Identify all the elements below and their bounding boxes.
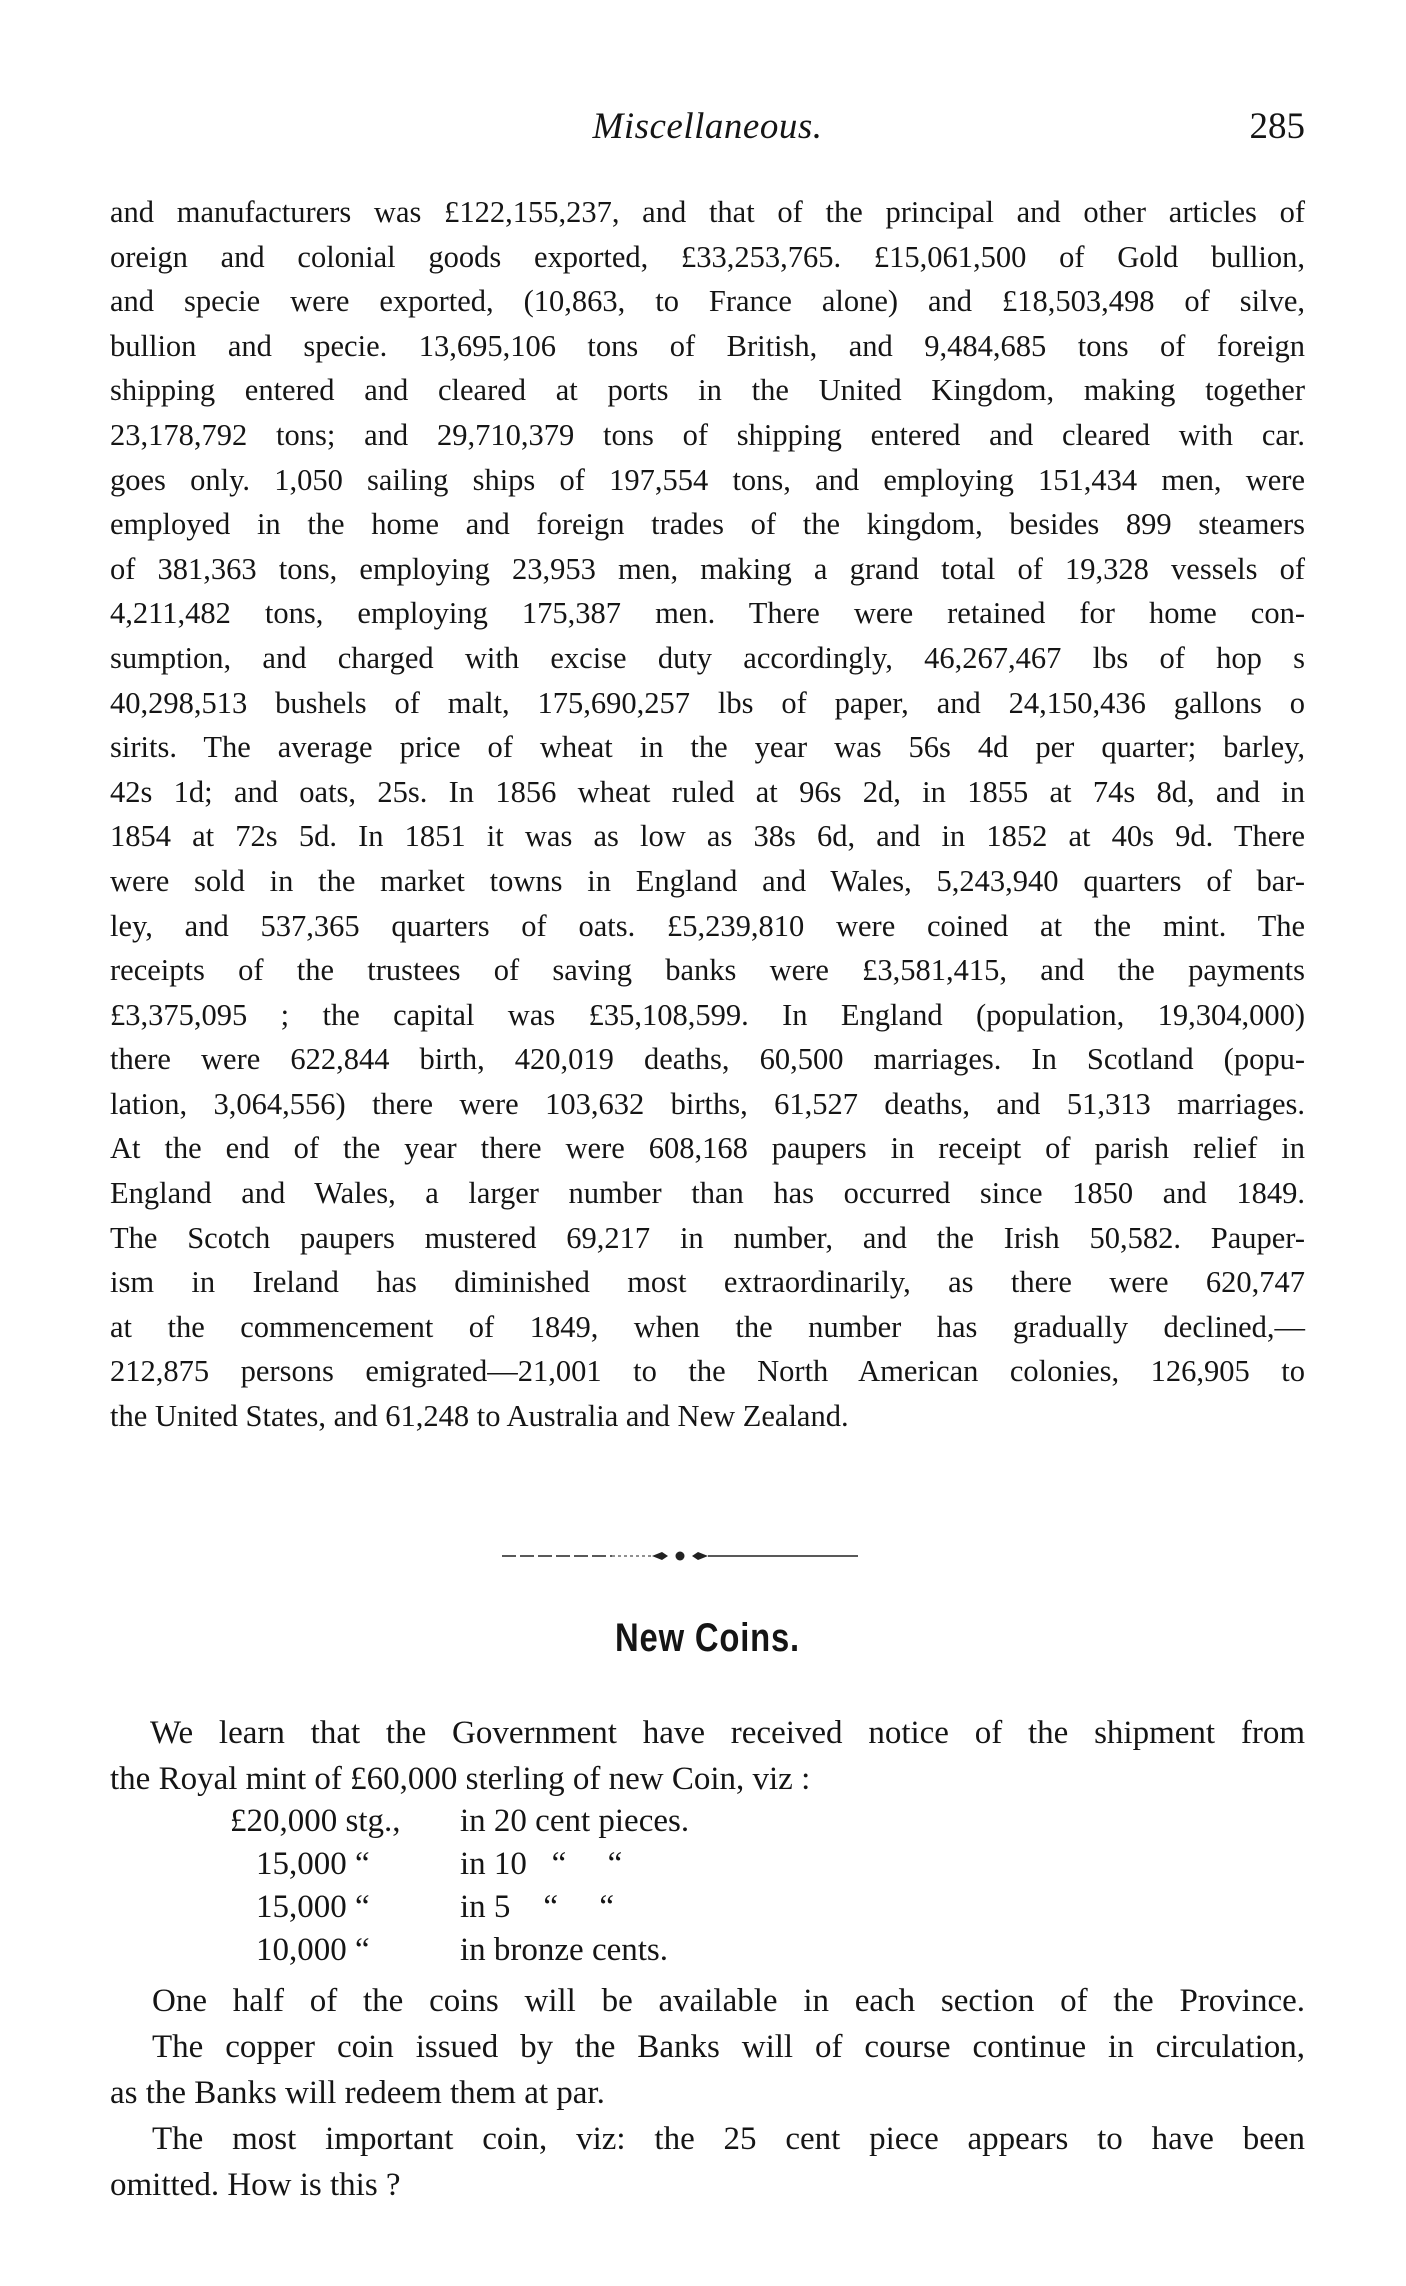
text-line: receipts of the trustees of saving banks were £3,581,415, and the payments — [110, 953, 1305, 988]
text-line: 42s 1d; and oats, 25s. In 1856 wheat ruled at 96s 2d, in 1855 at 74s 8d, and in — [110, 774, 1305, 809]
page-number: 285 — [1249, 106, 1305, 147]
text-line: At the end of the year there were 608,168 paupers in receipt of parish relief in — [110, 1131, 1305, 1166]
text-line: sumption, and charged with excise duty accordingly, 46,267,467 lbs of hop s — [110, 640, 1305, 675]
section-title: New Coins. — [615, 1616, 800, 1660]
running-head — [110, 105, 1305, 155]
text-line: lation, 3,064,556) there were 103,632 births, 61,527 deaths, and 51,313 marriages. — [110, 1086, 1305, 1121]
text-line: sirits. The average price of wheat in the year was 56s 4d per quarter; barley, — [110, 730, 1305, 765]
coin-amount: £20,000 stg., — [230, 1803, 401, 1839]
coins-intro — [110, 1710, 1305, 1802]
text-line: England and Wales, a larger number than has occurred since 1850 and 1849. — [110, 1176, 1305, 1211]
text-line: goes only. 1,050 sailing ships of 197,554 tons, and employing 151,434 men, were — [110, 462, 1305, 497]
coin-list-item — [230, 1886, 689, 1929]
coin-list-item — [230, 1800, 689, 1843]
text-line: The Scotch paupers mustered 69,217 in number, and the Irish 50,582. Pauper- — [110, 1220, 1305, 1255]
coins-closing — [110, 1978, 1305, 2208]
text-line: were sold in the market towns in England and Wales, 5,243,940 quarters of bar- — [110, 863, 1305, 898]
text-line: oreign and colonial goods exported, £33,253,765. £15,061,500 of Gold bullion, — [110, 239, 1305, 274]
text-line: ley, and 537,365 quarters of oats. £5,239,810 were coined at the mint. The — [110, 908, 1305, 943]
running-title: Miscellaneous. — [592, 106, 823, 147]
text-line: there were 622,844 birth, 420,019 deaths, 60,500 marriages. In Scotland (popu- — [110, 1042, 1305, 1077]
coin-amount: 15,000 “ — [256, 1889, 370, 1925]
coin-list-item — [230, 1843, 689, 1886]
text-line: 1854 at 72s 5d. In 1851 it was as low as 38s 6d, and in 1852 at 40s 9d. There — [110, 819, 1305, 854]
coin-detail: in bronze cents. — [460, 1932, 669, 1968]
text-line: as the Banks will redeem them at par. — [110, 2075, 605, 2111]
coin-detail: in 10 “ “ — [460, 1846, 623, 1882]
text-line: 4,211,482 tons, employing 175,387 men. There were retained for home con- — [110, 596, 1305, 631]
text-line: The copper coin issued by the Banks will of course continue in circulation, — [152, 2029, 1305, 2065]
text-line: We learn that the Government have received notice of the shipment from — [150, 1715, 1305, 1751]
text-line: 23,178,792 tons; and 29,710,379 tons of shipping entered and cleared with car. — [110, 417, 1305, 452]
coin-amount: 10,000 “ — [256, 1932, 370, 1968]
coin-list — [230, 1800, 689, 1972]
text-line: 40,298,513 bushels of malt, 175,690,257 lbs of paper, and 24,150,436 gallons o — [110, 685, 1305, 720]
statistics-paragraph — [110, 190, 1305, 1439]
text-line: 212,875 persons emigrated—21,001 to the North American colonies, 126,905 to — [110, 1354, 1305, 1389]
text-line: the United States, and 61,248 to Australia and New Zealand. — [110, 1399, 849, 1434]
coin-detail: in 20 cent pieces. — [460, 1803, 690, 1839]
text-line: bullion and specie. 13,695,106 tons of British, and 9,484,685 tons of foreign — [110, 328, 1305, 363]
coin-amount: 15,000 “ — [256, 1846, 370, 1882]
text-line: shipping entered and cleared at ports in the United Kingdom, making together — [110, 373, 1305, 408]
coin-detail: in 5 “ “ — [460, 1889, 614, 1925]
text-line: at the commencement of 1849, when the number has gradually declined,— — [110, 1309, 1305, 1344]
text-line: omitted. How is this ? — [110, 2167, 401, 2203]
text-line: the Royal mint of £60,000 sterling of new Coin, viz : — [110, 1761, 811, 1797]
coin-list-item — [230, 1929, 689, 1972]
text-line: employed in the home and foreign trades of the kingdom, besides 899 steamers — [110, 507, 1305, 542]
text-line: and specie were exported, (10,863, to France alone) and £18,503,498 of silve, — [110, 284, 1305, 319]
text-line: and manufacturers was £122,155,237, and that of the principal and other articles of — [110, 195, 1305, 229]
text-line: The most important coin, viz: the 25 cent piece appears to have been — [152, 2121, 1305, 2157]
text-line: One half of the coins will be available in each section of the Province. — [152, 1983, 1305, 2019]
text-line: £3,375,095 ; the capital was £35,108,599. In England (population, 19,304,000) — [110, 997, 1305, 1032]
text-line: of 381,363 tons, employing 23,953 men, making a grand total of 19,328 vessels of — [110, 551, 1305, 586]
section-divider-ornament — [502, 1546, 858, 1566]
text-line: ism in Ireland has diminished most extraordinarily, as there were 620,747 — [110, 1265, 1305, 1300]
